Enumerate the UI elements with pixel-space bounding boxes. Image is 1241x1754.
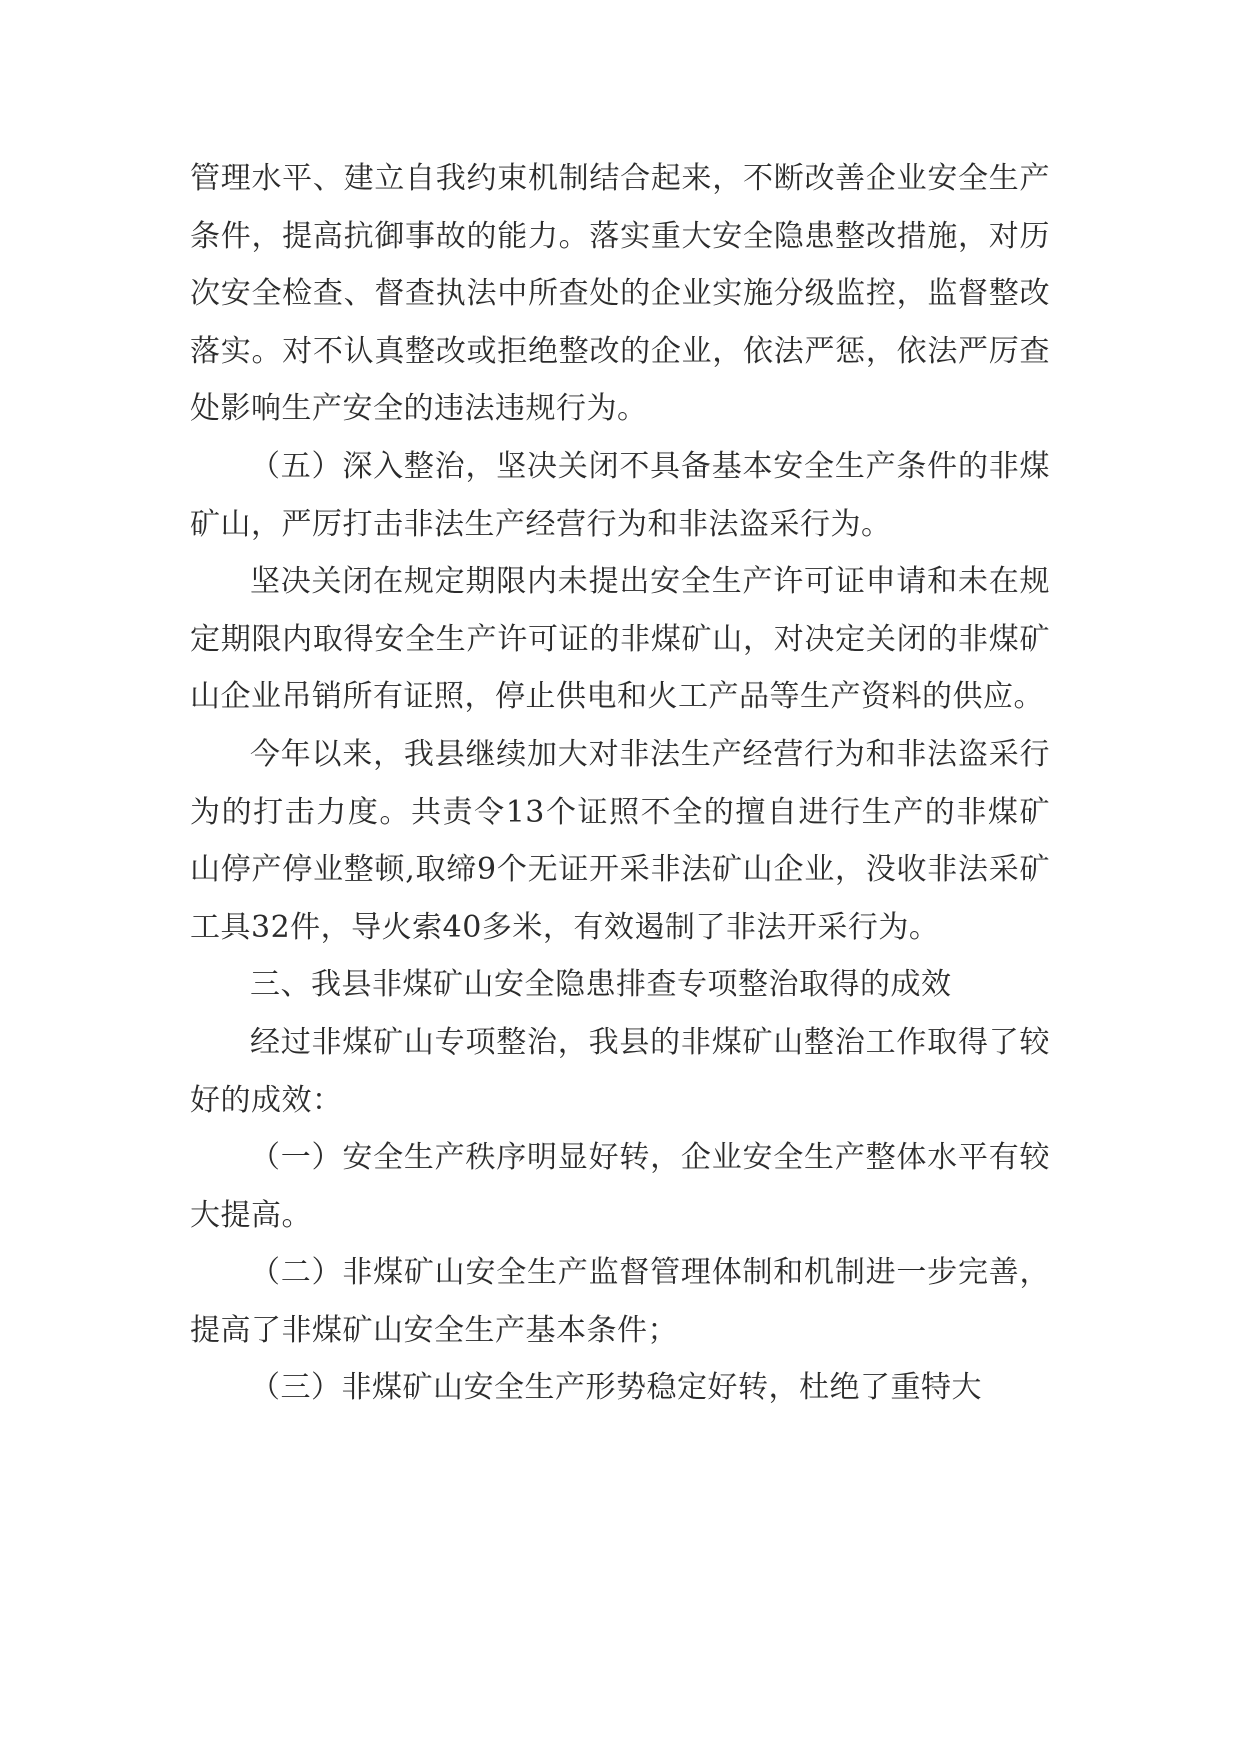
section-heading-3: 三、我县非煤矿山安全隐患排查专项整治取得的成效: [250, 967, 952, 1003]
paragraph-3: 坚决关闭在规定期限内未提出安全生产许可证申请和未在规定期限内取得安全生产许可证的非煤矿山，对决定关闭的非煤矿山企业吊销所有证照，停止供电和火工产品等生产资料的供应。: [190, 564, 1050, 715]
paragraph-1: 管理水平、建立自我约束机制结合起来，不断改善企业安全生产条件，提高抗御事故的能力。落实重大安全隐患整改措施，对历次安全检查、督查执法中所查处的企业实施分级监控，监督整改落实。对不认真整改或拒绝整改的企业，依法严惩，依法严厉查处影响生产安全的违法违规行为。: [190, 161, 1050, 427]
document-body: [190, 150, 1050, 1417]
paragraph-5: 经过非煤矿山专项整治，我县的非煤矿山整治工作取得了较好的成效：: [190, 1024, 1050, 1118]
paragraph-7: （二）非煤矿山安全生产监督管理体制和机制进一步完善，提高了非煤矿山安全生产基本条件；: [190, 1255, 1050, 1348]
paragraph-2: （五）深入整治，坚决关闭不具备基本安全生产条件的非煤矿山，严厉打击非法生产经营行为和非法盗采行为。: [190, 448, 1050, 542]
paragraph-8: （三）非煤矿山安全生产形势稳定好转，杜绝了重特大: [250, 1370, 982, 1406]
paragraph-4: 今年以来，我县继续加大对非法生产经营行为和非法盗采行为的打击力度。共责令13个证照不全的擅自进行生产的非煤矿山停产停业整顿,取缔9个无证开采非法矿山企业，没收非法采矿工具32件，导火索40多米，有效遏制了非法开采行为。: [190, 736, 1050, 945]
paragraph-6: （一）安全生产秩序明显好转，企业安全生产整体水平有较大提高。: [190, 1140, 1050, 1233]
